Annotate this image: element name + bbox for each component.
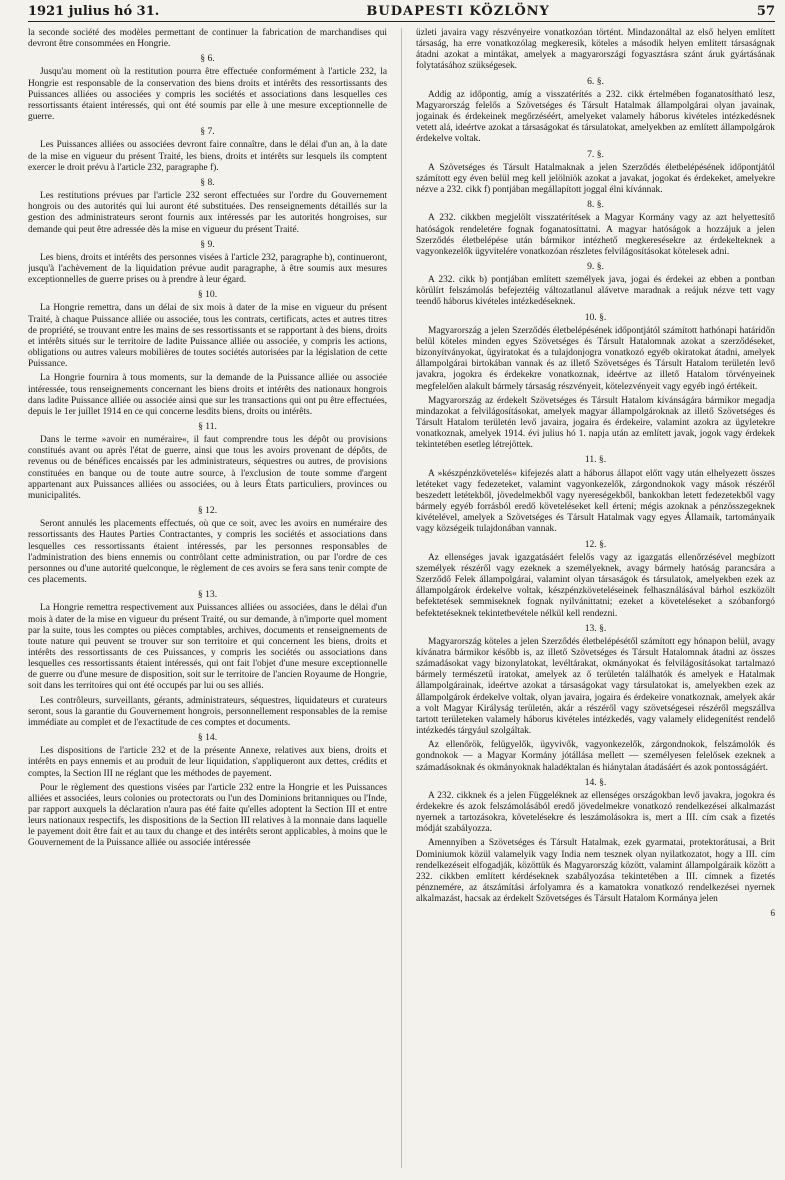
section-heading: 6. §. <box>587 75 604 87</box>
page-header <box>28 4 775 22</box>
section-heading: 9. §. <box>587 260 604 272</box>
paragraph: La Hongrie fournira à tous moments, sur la demande de la Puissance alliée ou associée intéressée, tous renseignements concernant les biens droits et intérêts des nationaux hongrois dans ladite Puissance alliée ou associée ainsi que sur les transactions qui ont pu être effectuées, depuis le 1er juillet 1914 en ce qui concerne lesdits biens, droits ou intérêts. <box>28 373 387 417</box>
section-heading: 12. §. <box>584 538 607 550</box>
paragraph: Pour le règlement des questions visées par l'article 232 entre la Hongrie et les Puissances alliées et associées, leurs colonies ou protectorats ou l'un des Dominions britanniques ou l'Inde, par rapport auxquels la déclaration n'aura pas été faite qu'elles adoptent la Section III et entre leurs nationaux respectifs, les dispositions de la Section III relatives à la monnaie dans laquelle le payement doit être fait et au taux du change et des intérêts seront applicables, à moins que le Gouvernement de la Puissance alliée ou associée intéressée <box>28 782 387 849</box>
column-divider <box>401 28 402 1168</box>
paragraph: A 232. cikkben megjelölt visszatérítések a Magyar Kormány vagy az azt helyettesítő hatóságok rendeletére fognak foganatosíttatni. A magyar hatóságok a hozzájuk a jelen Szerződés életbelépése után bármikor intézhető megkeresésekre az érdekelteknek a vagyonkezelők ügyvitelére vonatkozóan részletes felvilágosításokat kötelesek adni. <box>416 213 775 257</box>
two-column-body <box>28 28 775 1168</box>
paragraph: Les Puissances alliées ou associées devront faire connaître, dans le délai d'un an, à la date de la mise en vigueur du présent Traité, les biens, droits et intérêts sur lesquels ils comptent exercer le droit prévu à l'article 232, paragraphe f). <box>28 140 387 173</box>
paragraph: Les restitutions prévues par l'article 232 seront effectuées sur l'ordre du Gouvernement hongrois ou des autorités qui lui auront été substituées. Des renseignements détaillés sur la gestion des administrateurs seront fournis aux intéressés par les autorités hongroises, sur demande qui peut être adressée dès la mise en vigueur du présent Traité. <box>28 191 387 235</box>
section-heading: § 11. <box>198 421 217 432</box>
paragraph: Dans le terme »avoir en numéraire«, il faut comprendre tous les dépôt ou provisions constitués avant ou après l'état de guerre, ainsi que tous les avoirs provenant de dépôts, de revenus ou de bénéfices encaissés par les administrateurs, séquestres ou autres, de provisions constituées en banque ou de toute autre source, à l'exclusion de toute somme d'argent appartenant aux Puissances alliées ou associées, ou à leurs États particuliers, provinces ou municipalités. <box>28 435 387 501</box>
section-heading: 11. §. <box>584 454 607 466</box>
hungarian-text-column <box>416 28 775 1168</box>
paragraph: La Hongrie remettra, dans un délai de six mois à dater de la mise en vigueur du présent Traité, à chaque Puissance alliée ou associée, tous les contrats, certificats, actes et autres titres de propriété, se trouvant entre les mains de ses ressortissants et se rapportant à des biens, droits et intérêts situés sur le territoire de ladite Puissance alliée ou associée, y compris les actions, obligations ou autres valeurs mobilières de toutes sociétés autorisées par la législation de cette Puissance. <box>28 303 387 370</box>
header-date: 1921 julius hó 31. <box>28 4 160 19</box>
paragraph: A »készpénzkövetelés« kifejezés alatt a háborus állapot előtt vagy után elhelyezett összes letéteket vagy fedezeteket, valamint vagyonkezelők, zárgondnokok vagy mások részéről beszedett letétekből, jövedelmekből vagy nyereségekből, bankokban letett fedezetekből vagy bármely egyéb forrásból eredő követeléseket kell érteni; mégis azoknak a pénzösszegeknek kivételével, amelyek a Szövetséges és Társult Hatalmak vagy egyes Államaik, tartományaik vagy községeik tulajdonában vannak. <box>416 468 775 535</box>
section-heading: 8. §. <box>587 199 604 211</box>
paragraph: Amennyiben a Szövetséges és Társult Hatalmak, ezek gyarmatai, protektorátusai, a Brit Dominiumok közül valamelyik vagy India nem tesznek olyan nyilatkozatot, hogy a III. cím rendelkezéseit elfogadják, közöttük és Magyarország között, valamint állampolgáraik között a 232. cikkben említett kérdéseknek szabályozása tekintetében a III. címnek a fizetés pénznemére, az átszámítási árfolyamra és a kamatokra vonatkozó rendelkezései nyernek alkalmazást, hacsak az érdekelt Szövetséges és Társult Hatalom Kormánya jelen <box>416 838 775 905</box>
paragraph: Az ellenőrök, felügyelők, ügyvivők, vagyonkezelők, zárgondnokok, felszámolók és gondnokok — a Magyar Kormány jótállása mellett — személyesen felelősek ezeknek a számadásoknak és okmányoknak haladéktalan és hiánytalan átadásáért és azok pontosságáért. <box>416 740 775 773</box>
paragraph: Magyarország a jelen Szerződés életbelépésének időpontjától számított hathónapi határidőn belül köteles minden egyes Szövetséges és Társult Hatalomnak azokat a szerződéseket, bizonyítványokat, ügyiratokat és a tulajdonjogra vonatkozó egyéb okiratokat átadni, amelyek állampolgárai birtokában vannak és az illető Szövetséges és Társult Hatalom területén levő javakra, jogokra és érdekekre vonatkoznak, ideértve az illető Hatalom törvényeinek megfelelően alakult bármely társaság részvényeit, kötelezvényeit vagy egyéb ingó értékeit. <box>416 325 775 392</box>
section-heading: 10. §. <box>584 311 607 323</box>
footer-mark: 6 <box>770 908 775 919</box>
page-number: 57 <box>756 4 775 19</box>
section-heading: § 12. <box>197 505 218 517</box>
paragraph: Jusqu'au moment où la restitution pourra être effectuée conformément à l'article 232, la Hongrie est responsable de la conservation des biens droits et intérêts des ressortissants des Puissances alliées ou associées y compris les sociétés et associations dans lesquelles ces ressortissants étaient intéressés, qui ont été soumis par elle à une mesure exceptionnelle de guerre. <box>28 67 387 123</box>
paragraph: Seront annulés les placements effectués, où que ce soit, avec les avoirs en numéraire des ressortissants des Hautes Parties Contractantes, y compris les sociétés et associations dans lesquelles ces ressortissants étaient intéressés, par les personnes responsables de l'administration des biens ennemis ou contrôlant cette administration, ou par l'ordre de ces personnes ou d'une autorité quelconque, le règlement de ces avoirs se fera sans tenir compte de ces placements. <box>28 519 387 586</box>
paragraph: Les dispositions de l'article 232 et de la présente Annexe, relatives aux biens, droits et intérêts en pays ennemis et au produit de leur liquidation, s'appliqueront aux dettes, crédits et comptes, la Section III ne réglant que les méthodes de payement. <box>28 746 387 779</box>
section-heading: § 10. <box>197 289 218 301</box>
section-heading: § 13. <box>197 589 218 601</box>
section-heading: § 14. <box>197 732 218 744</box>
paragraph: A Szövetséges és Társult Hatalmaknak a jelen Szerződés életbelépésének időpontjától számított egy éven belül meg kell jelölniök azokat a javakat, jogokat és érdekeket, amelyekre nézve a 232. cikk f) pontjában megállapított joggal élni kívánnak. <box>416 162 775 196</box>
paragraph: A 232. cikk b) pontjában említett személyek java, jogai és érdekei az ebben a pontban körülírt felszámolás befejeztéig változatlanul alávetve maradnak a reájuk nézve tett vagy teendő háborus kivételes intézkedéseknek. <box>416 275 775 308</box>
section-heading: § 8. <box>200 176 215 188</box>
header-title: BUDAPESTI KÖZLÖNY <box>366 4 550 19</box>
section-heading: 7. §. <box>587 148 604 160</box>
paragraph: Addig az időpontig, amíg a visszatérítés a 232. cikk értelmében foganatosítható lesz, Magyarország felelős a Szövetséges és Társult Hatalmak állampolgárai olyan javainak, jogainak és érdekeinek megőrzéséért, amelyeket valamely háborus kivételes intézkedésnek vetett alá, ideértve azokat a társaságokat és társulatokat, amelyekben az említett állampolgárok érdekelve voltak. <box>416 89 775 145</box>
paragraph: Les contrôleurs, surveillants, gérants, administrateurs, séquestres, liquidateurs et curateurs seront, sous la garantie du Gouvernement hongrois, personnellement responsables de la remise immédiate au complet et de l'exactitude de ces comptes et documents. <box>28 695 387 728</box>
paragraph: üzleti javaira vagy részvényeire vonatkozóan történt. Mindazonáltal az első helyen említett társaság, ha erre vonatkozólag megkeresik, köteles a második helyen említett társaságnak átadni azokat a mintákat, amelyek a magyarországi fogyasztásra szánt áruk gyártásának folytatásához szükségesek. <box>416 28 775 72</box>
french-text-column <box>28 28 387 1168</box>
section-heading: 14. §. <box>584 776 607 788</box>
paragraph: La Hongrie remettra respectivement aux Puissances alliées ou associées, dans le délai d'un mois à dater de la mise en vigueur du présent Traité, ou sur demande, à n'importe quel moment par la suite, tous les comptes ou pièces comptables, archives, documents et renseignements de toute nature qui peuvent se trouver sur son territoire et qui concernent les biens, droits et intérêts des ressortissants de ces Puissances, y compris les sociétés ou associations dans lesquelles ces ressortissants étaient intéressés, qui ont fait l'objet d'une mesure exceptionnelle de guerre ou d'une mesure de disposition, soit sur le territoire de l'ancien Royaume de Hongrie, soit dans les territoires qui ont été occupés par lui ou ses alliés. <box>28 603 387 692</box>
paragraph: A 232. cikknek és a jelen Függeléknek az ellenséges országokban levő javakra, jogokra és érdekekre és azok felszámolásából eredő jövedelmekre vonatkozó rendelkezései alkalmazást nyernek a tartozásokra, követelésekre és leszámolásokra is, mert a III. cím csak a fizetés módját szabályozza. <box>416 790 775 835</box>
paragraph: Az ellenséges javak igazgatásáért felelős vagy az igazgatás ellenőrzésével megbízott személyek részéről vagy ezeknek a személyeknek, avagy bármely hatóság parancsára a Szerződő Felek állampolgárai, valamint olyan társaságok és társulatok, amelyekben ezek az állampolgárok érdekelve voltak, készpénzköveteléseinek felhasználásával bárhol eszközölt befektetések semmiseknek fognak nyilvánittatni; ezeket a követeléseket a szóbanforgó befektetéseknek tekintetbevétele nélkül kell rendezni. <box>416 552 775 619</box>
paragraph: Magyarország köteles a jelen Szerződés életbelépésétől számított egy hónapon belül, avagy kívánatra bármikor később is, az illető Szövetséges és Társult Hatalomnak átadni az összes számadásokat vagy bizonylatokat, levéltárakat, okmányokat és felvilágosításokat tartalmazó bármely természetű iratokat, amelyek az ő területén találhatók és amelyek e Hatalmak állampolgárainak, ideértve azokat a társaságokat vagy társulatokat is, amelyekben ezek az állampolgárok érdekelve voltak, olyan javaira, jogaira és érdekeire vonatkoznak, amelyek akár a volt Magyar Királyság területén, akár a részéről vagy szövetségesei részéről megszállva tartott területeken valamely háborus kivételes intézkedés, vagy valamely elidegenítést rendelő intézkedés tárgyául szolgáltak. <box>416 636 775 737</box>
paragraph: la seconde société des modèles permettant de continuer la fabrication de marchandises qui devront être consommées en Hongrie. <box>28 28 387 50</box>
section-heading: § 7. <box>200 126 215 138</box>
section-heading: § 6. <box>200 53 215 65</box>
section-heading: § 9. <box>200 238 215 250</box>
paragraph: Magyarország az érdekelt Szövetséges és Társult Hatalom kívánságára bármikor megadja mindazokat a felvilágosításokat, amelyek magyar állampolgároknak az illető Szövetséges és Társult Hatalom területén levő javaira, jogaira és érdekeire, valamint azokra az ügyletekre vonatkoznak, amelyek 1914. évi julius hó 1. napja után az említett javak, jogok vagy érdekek tekintetében esetleg létrejöttek. <box>416 395 775 451</box>
paragraph: Les biens, droits et intérêts des personnes visées à l'article 232, paragraphe b), continueront, jusqu'à l'achèvement de la liquidation prévue audit paragraphe, à être soumis aux mesures exceptionnelles de guerre prises ou à prendre à leur égard. <box>28 252 387 286</box>
section-heading: 13. §. <box>584 622 607 634</box>
